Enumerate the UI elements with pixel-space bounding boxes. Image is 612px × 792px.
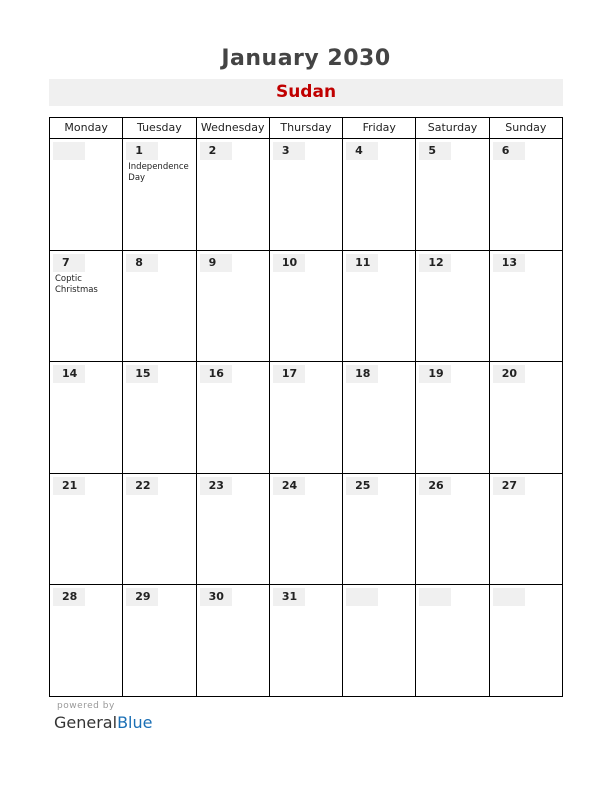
day-number: 27 [493, 477, 525, 495]
day-number: 17 [273, 365, 305, 383]
calendar-day-cell [343, 474, 416, 585]
day-number: 11 [346, 254, 378, 272]
calendar-day-cell [490, 139, 562, 250]
calendar-grid [49, 117, 563, 697]
calendar-day-cell [123, 139, 196, 250]
calendar-day-cell [270, 139, 343, 250]
generalblue-logo[interactable] [54, 713, 152, 732]
day-number: 26 [419, 477, 451, 495]
calendar-day-cell [197, 251, 270, 362]
day-number: 5 [419, 142, 451, 160]
calendar-day-cell [343, 585, 416, 697]
day-number: 18 [346, 365, 378, 383]
calendar-week [50, 585, 562, 697]
day-number: 6 [493, 142, 525, 160]
day-number: 15 [126, 365, 158, 383]
calendar-week [50, 139, 562, 251]
weekday-thursday: Thursday [270, 118, 343, 138]
calendar-day-cell [416, 474, 489, 585]
calendar-day-cell [197, 139, 270, 250]
day-number: 21 [53, 477, 85, 495]
calendar-week [50, 362, 562, 474]
day-number: 20 [493, 365, 525, 383]
day-number: 23 [200, 477, 232, 495]
day-number: 4 [346, 142, 378, 160]
day-number: 7 [53, 254, 85, 272]
day-number: 25 [346, 477, 378, 495]
brand-blue: Blue [117, 713, 153, 732]
calendar-day-cell [50, 474, 123, 585]
brand-general: General [54, 713, 118, 732]
calendar-day-cell [270, 474, 343, 585]
day-number: 9 [200, 254, 232, 272]
day-number: 24 [273, 477, 305, 495]
day-number: 16 [200, 365, 232, 383]
calendar-day-cell [197, 585, 270, 697]
day-number: 1 [126, 142, 158, 160]
weekday-wednesday: Wednesday [197, 118, 270, 138]
day-number: 13 [493, 254, 525, 272]
calendar-day-cell [490, 251, 562, 362]
day-number: 31 [273, 588, 305, 606]
calendar-day-cell [416, 139, 489, 250]
holiday-label: Coptic Christmas [55, 273, 98, 295]
calendar-day-cell [197, 474, 270, 585]
calendar-day-cell [270, 585, 343, 697]
calendar-day-cell [197, 362, 270, 473]
day-number: 12 [419, 254, 451, 272]
day-number: 14 [53, 365, 85, 383]
calendar-day-cell [416, 251, 489, 362]
weekday-friday: Friday [343, 118, 416, 138]
day-number: 29 [126, 588, 158, 606]
day-number [53, 142, 85, 160]
weekday-saturday: Saturday [416, 118, 489, 138]
day-number [493, 588, 525, 606]
calendar-day-cell [490, 362, 562, 473]
calendar-day-cell [490, 585, 562, 697]
calendar-week [50, 474, 562, 586]
day-number [419, 588, 451, 606]
calendar-day-cell [343, 139, 416, 250]
calendar-day-cell [50, 251, 123, 362]
day-number: 8 [126, 254, 158, 272]
calendar-title: January 2030 [221, 46, 391, 71]
day-number: 2 [200, 142, 232, 160]
country-name: Sudan [49, 79, 563, 106]
calendar-day-cell [50, 362, 123, 473]
calendar-day-cell [490, 474, 562, 585]
calendar-day-cell [123, 251, 196, 362]
calendar-day-cell [123, 362, 196, 473]
calendar-day-cell [343, 251, 416, 362]
calendar-week [50, 251, 562, 363]
weekday-sunday: Sunday [505, 121, 547, 134]
holiday-label: Independence Day [128, 162, 189, 183]
day-number: 30 [200, 588, 232, 606]
weekday-header [50, 118, 562, 139]
calendar-day-cell [343, 362, 416, 473]
calendar-day-cell [50, 139, 123, 250]
calendar-day-cell [50, 585, 123, 697]
day-number: 3 [273, 142, 305, 160]
day-number: 10 [273, 254, 305, 272]
calendar-day-cell [416, 585, 489, 697]
day-number [346, 588, 378, 606]
calendar-day-cell [123, 585, 196, 697]
day-number: 28 [53, 588, 85, 606]
calendar-day-cell [270, 251, 343, 362]
day-number: 22 [126, 477, 158, 495]
calendar-day-cell [123, 474, 196, 585]
weekday-tuesday: Tuesday [123, 118, 196, 138]
weekday-monday: Monday [50, 118, 123, 138]
day-number: 19 [419, 365, 451, 383]
calendar-day-cell [416, 362, 489, 473]
calendar-day-cell [270, 362, 343, 473]
powered-by-text: powered by [57, 701, 115, 711]
